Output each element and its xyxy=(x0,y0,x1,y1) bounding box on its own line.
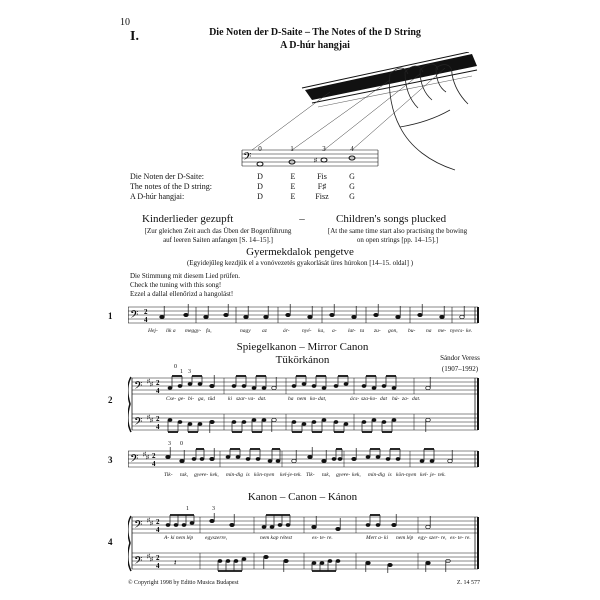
fingering: 0 xyxy=(174,364,177,370)
svg-text:2: 2 xyxy=(152,452,156,460)
exercise-number: 2 xyxy=(108,395,113,405)
finger-number: 3 xyxy=(322,145,326,153)
lyric: min- xyxy=(368,472,379,478)
lyric: nem lép xyxy=(396,535,414,541)
lyric: is xyxy=(246,472,250,478)
svg-text:2: 2 xyxy=(156,415,160,423)
svg-text:♯: ♯ xyxy=(146,455,149,461)
lyric: dig xyxy=(236,472,244,478)
lyric: meggy- xyxy=(185,328,202,334)
finger-number: 0 xyxy=(258,145,262,153)
heading-hungarian: Gyermekdalok pengetve xyxy=(246,246,354,258)
lyric: is xyxy=(388,472,392,478)
svg-text:♯: ♯ xyxy=(314,158,317,164)
canon-subtitle: Tükörkánon xyxy=(275,354,330,366)
lyric: na xyxy=(426,328,432,334)
fingering: 3 xyxy=(188,369,191,375)
staff-exercise-4 xyxy=(128,513,480,575)
heading-dash: – xyxy=(299,213,305,225)
lyric: nem kap rétest xyxy=(260,535,293,541)
lyric: zu- xyxy=(374,328,381,334)
page-title-hungarian: A D-húr hangjai xyxy=(280,40,350,51)
svg-text:4: 4 xyxy=(156,423,160,431)
lyric: a- xyxy=(332,328,337,334)
staff-exercise-1 xyxy=(128,303,480,327)
svg-text:4: 4 xyxy=(152,460,156,468)
tuning-instruction: Ezzel a dallal ellenőrizd a hangolást! xyxy=(130,290,234,298)
lyric: gye- xyxy=(336,472,346,478)
note-english: on open strings [pp. 14–15].] xyxy=(356,236,439,244)
svg-text:♯: ♯ xyxy=(150,557,153,563)
svg-text:𝄢: 𝄢 xyxy=(134,415,143,430)
staff-exercise-3 xyxy=(128,447,480,471)
lyric: dig xyxy=(378,472,386,478)
notes-row-label: Die Noten der D-Saite: xyxy=(130,172,204,181)
lyric: gye- xyxy=(194,472,204,478)
note-name: D xyxy=(257,172,263,181)
lyric: dat. xyxy=(412,396,421,402)
lyric: Hej- xyxy=(148,328,158,334)
lyric: kön- xyxy=(396,472,406,478)
composer-dates: (1907–1992) xyxy=(441,365,479,373)
svg-text:𝄢: 𝄢 xyxy=(134,379,143,394)
notes-row-label: A D-húr hangjai: xyxy=(130,192,185,201)
lyric: tak, xyxy=(180,472,189,478)
note-name: F♯ xyxy=(317,182,327,191)
lyric: je- xyxy=(288,472,294,478)
lyric: egyszerre, xyxy=(205,535,228,541)
canon-title: Spiegelkanon – Mirror Canon xyxy=(236,341,369,353)
note-name: D xyxy=(257,192,263,201)
lyric: hú- xyxy=(392,396,400,402)
svg-text:4: 4 xyxy=(156,526,160,534)
lyric: min- xyxy=(226,472,237,478)
lyric: gon, xyxy=(388,328,398,334)
svg-text:𝄽: 𝄽 xyxy=(174,558,177,567)
note-name: E xyxy=(290,192,296,201)
page-title: Die Noten der D-Saite – The Notes of the D String xyxy=(209,27,421,38)
note-name: Fis xyxy=(317,172,327,181)
lyric: nyen xyxy=(406,472,417,478)
catalog-number: Z. 14 577 xyxy=(456,580,480,586)
lyric: kel- xyxy=(420,472,429,478)
lyric: bi- xyxy=(188,396,195,402)
tuning-instruction: Check the tuning with this song! xyxy=(130,281,222,289)
lyric: re- xyxy=(202,472,209,478)
note-name: E xyxy=(290,182,296,191)
exercise-number: 3 xyxy=(108,455,113,465)
lyric: je- xyxy=(430,472,436,478)
exercise-number: 1 xyxy=(108,311,113,321)
lyric: nem xyxy=(297,396,307,402)
svg-text:2: 2 xyxy=(156,379,160,387)
copyright-notice: © Copyright 1998 by Editio Musica Budapest xyxy=(128,580,239,586)
lyric: ár- xyxy=(283,328,290,334)
svg-text:2: 2 xyxy=(156,518,160,526)
lyric: nagy xyxy=(240,328,251,334)
lyric: egy- szer- re, xyxy=(418,535,447,541)
lyric: nyé- xyxy=(302,328,312,334)
note-name: Fisz xyxy=(315,192,329,201)
fingerboard-illustration xyxy=(240,52,480,177)
svg-text:♯: ♯ xyxy=(147,415,150,421)
lyric: tak, xyxy=(322,472,331,478)
svg-text:♯: ♯ xyxy=(150,382,153,388)
lyric: tek. xyxy=(294,472,302,478)
note-german: auf leeren Saiten anfangen [S. 14–15].] xyxy=(163,236,273,244)
notes-row-label: The notes of the D string: xyxy=(130,182,212,191)
svg-text:♯: ♯ xyxy=(147,554,150,560)
fingering: 3 xyxy=(212,506,215,512)
note-english: [At the same time start also practising the bowing xyxy=(327,227,468,235)
lyric: nyecs- xyxy=(450,328,465,334)
canon-title: Kanon – Canon – Kánon xyxy=(247,491,358,503)
lyric: nyen xyxy=(264,472,275,478)
lyric: Tik- xyxy=(164,472,173,478)
lyric: tüd xyxy=(208,396,216,402)
svg-text:2: 2 xyxy=(144,308,148,316)
svg-text:♯: ♯ xyxy=(147,379,150,385)
lyric: kön- xyxy=(254,472,264,478)
lyric: Cse- xyxy=(166,396,177,402)
lyric: dat. xyxy=(258,396,267,402)
lyric: ki xyxy=(228,396,232,402)
lyric: es- te- re. xyxy=(450,535,471,541)
svg-text:♯: ♯ xyxy=(150,521,153,527)
lyric: bu- xyxy=(408,328,416,334)
tuning-instruction: Die Stimmung mit diesem Lied prüfen. xyxy=(130,272,241,280)
lyric: tek. xyxy=(438,472,446,478)
finger-number: 4 xyxy=(350,145,354,153)
lyric: dat, xyxy=(318,396,327,402)
lyric: za- xyxy=(402,396,409,402)
svg-text:𝄢: 𝄢 xyxy=(134,518,143,533)
note-name: G xyxy=(349,192,355,201)
note-name: G xyxy=(349,182,355,191)
note-hungarian: (Egyidejűleg kezdjük el a vonóvezetés gyakorlását üres húrokon [14–15. oldal] ) xyxy=(186,259,414,267)
lyric: ka, xyxy=(318,328,325,334)
fingering: 1 xyxy=(180,369,183,375)
lyric: ko- xyxy=(310,396,318,402)
exercise-number: 4 xyxy=(108,537,113,547)
lyric: ta xyxy=(360,328,365,334)
lyric: A- ki nem lép xyxy=(164,535,194,541)
lyric: lik a xyxy=(166,328,176,334)
svg-text:4: 4 xyxy=(156,387,160,395)
svg-text:4: 4 xyxy=(156,562,160,570)
note-german: [Zur gleichen Zeit auch das Üben der Bogenführung xyxy=(144,227,292,235)
lyric: va- xyxy=(248,396,256,402)
lyric: sza- xyxy=(361,396,370,402)
lyric: lat- xyxy=(348,328,356,334)
svg-text:♯: ♯ xyxy=(150,418,153,424)
lyric: me- xyxy=(438,328,447,334)
lyric: Tik- xyxy=(306,472,315,478)
note-name: G xyxy=(349,172,355,181)
lyric: fa, xyxy=(206,328,212,334)
svg-text:𝄢: 𝄢 xyxy=(134,554,143,569)
page-number: 10 xyxy=(120,17,130,28)
lyric: kel- xyxy=(280,472,289,478)
section-number: I. xyxy=(130,29,139,44)
lyric: ga, xyxy=(198,396,205,402)
lyric: re- xyxy=(344,472,351,478)
svg-text:𝄢: 𝄢 xyxy=(130,452,139,467)
heading-german: Kinderlieder gezupft xyxy=(142,213,234,225)
lyric: ke. xyxy=(466,328,473,334)
svg-text:♯: ♯ xyxy=(147,518,150,524)
lyric: ge- xyxy=(178,396,186,402)
fingering: 1 xyxy=(186,506,189,512)
lyric: ha xyxy=(288,396,294,402)
composer-name: Sándor Veress xyxy=(440,354,480,362)
note-name: D xyxy=(257,182,263,191)
lyric: Mert a- ki xyxy=(366,535,388,541)
staff-exercise-2 xyxy=(128,374,480,436)
finger-number: 1 xyxy=(290,145,294,153)
fingering: 0 xyxy=(180,441,183,447)
svg-text:2: 2 xyxy=(156,554,160,562)
lyric: ko- xyxy=(370,396,378,402)
lyric: ács- xyxy=(350,396,360,402)
lyric: az xyxy=(262,328,267,334)
lyric: dat xyxy=(380,396,388,402)
lyric: es- te- re. xyxy=(312,535,333,541)
fingering: 3 xyxy=(168,441,171,447)
heading-english: Children's songs plucked xyxy=(336,213,447,225)
svg-text:𝄢: 𝄢 xyxy=(130,308,139,323)
note-name: E xyxy=(290,172,296,181)
lyric: kek, xyxy=(352,472,361,478)
lyric: szar- xyxy=(236,396,247,402)
lyric: kek, xyxy=(210,472,219,478)
svg-text:♯: ♯ xyxy=(143,452,146,458)
svg-text:4: 4 xyxy=(144,316,148,324)
svg-text:𝄢: 𝄢 xyxy=(243,150,252,165)
